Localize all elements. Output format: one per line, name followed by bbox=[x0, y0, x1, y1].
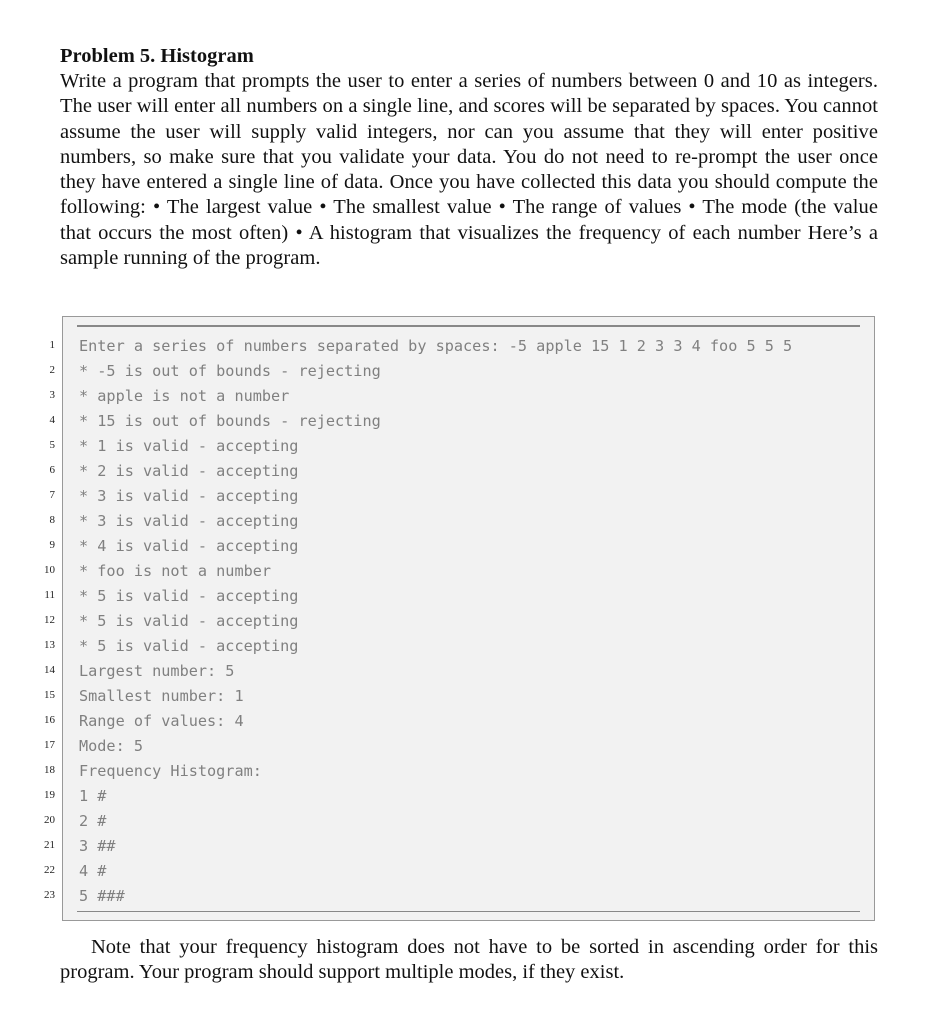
code-line: * apple is not a number bbox=[79, 387, 290, 405]
problem-description: Write a program that prompts the user to enter a series of numbers between 0 and 10 as integers. The user will enter all numbers on a single line, and scores will be separated by spaces. You cannot assume the user will supply valid integers, nor can you assume that they will enter positive numbers, so make sure that you validate your data. You do not need to re-prompt the user once they have entered a single line of data. Once you have collected this data you should compute the following: • The largest value • The smallest value • The range of values • The mode (the value that occurs the most often) • A histogram that visualizes the frequency of each number Here’s a sample running of the program. bbox=[60, 70, 878, 270]
note-paragraph: Note that your frequency histogram does not have to be sorted in ascending order for this program. Your program should support multiple modes, if they exist. bbox=[60, 936, 878, 984]
code-line: * 3 is valid - accepting bbox=[79, 487, 299, 505]
code-line-number: 12 bbox=[44, 614, 55, 626]
code-line-number: 16 bbox=[44, 714, 55, 726]
code-line: 1 # bbox=[79, 787, 107, 805]
code-line: * 15 is out of bounds - rejecting bbox=[79, 412, 381, 430]
code-line: * -5 is out of bounds - rejecting bbox=[79, 362, 381, 380]
code-line: * 5 is valid - accepting bbox=[79, 612, 299, 630]
code-line-number: 5 bbox=[49, 439, 55, 451]
code-line: Frequency Histogram: bbox=[79, 762, 262, 780]
code-line-number: 18 bbox=[44, 764, 55, 776]
code-line-number: 23 bbox=[44, 889, 55, 901]
code-line-number: 15 bbox=[44, 689, 55, 701]
code-line: 5 ### bbox=[79, 887, 125, 905]
code-line: 4 # bbox=[79, 862, 107, 880]
code-bottom-rule bbox=[77, 911, 860, 913]
code-line-number: 22 bbox=[44, 864, 55, 876]
code-line: Largest number: 5 bbox=[79, 662, 235, 680]
code-line: 3 ## bbox=[79, 837, 116, 855]
code-line-number: 10 bbox=[44, 564, 55, 576]
code-top-rule bbox=[77, 325, 860, 327]
code-line: Enter a series of numbers separated by spaces: -5 apple 15 1 2 3 3 4 foo 5 5 5 bbox=[79, 337, 793, 355]
code-line-number: 6 bbox=[49, 464, 55, 476]
code-line-numbers bbox=[0, 333, 56, 908]
code-line-number: 17 bbox=[44, 739, 55, 751]
code-line-number: 4 bbox=[49, 414, 55, 426]
code-line: Smallest number: 1 bbox=[79, 687, 244, 705]
code-line: Mode: 5 bbox=[79, 737, 144, 755]
code-line-number: 11 bbox=[44, 589, 55, 601]
code-line: * foo is not a number bbox=[79, 562, 272, 580]
code-line-number: 20 bbox=[44, 814, 55, 826]
problem-title: Problem 5. Histogram bbox=[60, 45, 254, 67]
code-line-number: 1 bbox=[49, 339, 55, 351]
code-line-number: 14 bbox=[44, 664, 55, 676]
code-line-number: 7 bbox=[49, 489, 55, 501]
code-line-number: 13 bbox=[44, 639, 55, 651]
code-line-number: 3 bbox=[49, 389, 55, 401]
code-listing bbox=[62, 316, 875, 921]
code-line-number: 19 bbox=[44, 789, 55, 801]
code-line-number: 8 bbox=[49, 514, 55, 526]
code-line-number: 21 bbox=[44, 839, 55, 851]
code-line: * 2 is valid - accepting bbox=[79, 462, 299, 480]
code-line: * 3 is valid - accepting bbox=[79, 512, 299, 530]
code-lines bbox=[79, 334, 792, 909]
problem-section bbox=[60, 44, 878, 271]
code-line: * 5 is valid - accepting bbox=[79, 587, 299, 605]
code-line-number: 9 bbox=[49, 539, 55, 551]
code-line: * 4 is valid - accepting bbox=[79, 537, 299, 555]
code-line: Range of values: 4 bbox=[79, 712, 244, 730]
code-line: 2 # bbox=[79, 812, 107, 830]
code-line: * 1 is valid - accepting bbox=[79, 437, 299, 455]
code-line-number: 2 bbox=[49, 364, 55, 376]
code-line: * 5 is valid - accepting bbox=[79, 637, 299, 655]
